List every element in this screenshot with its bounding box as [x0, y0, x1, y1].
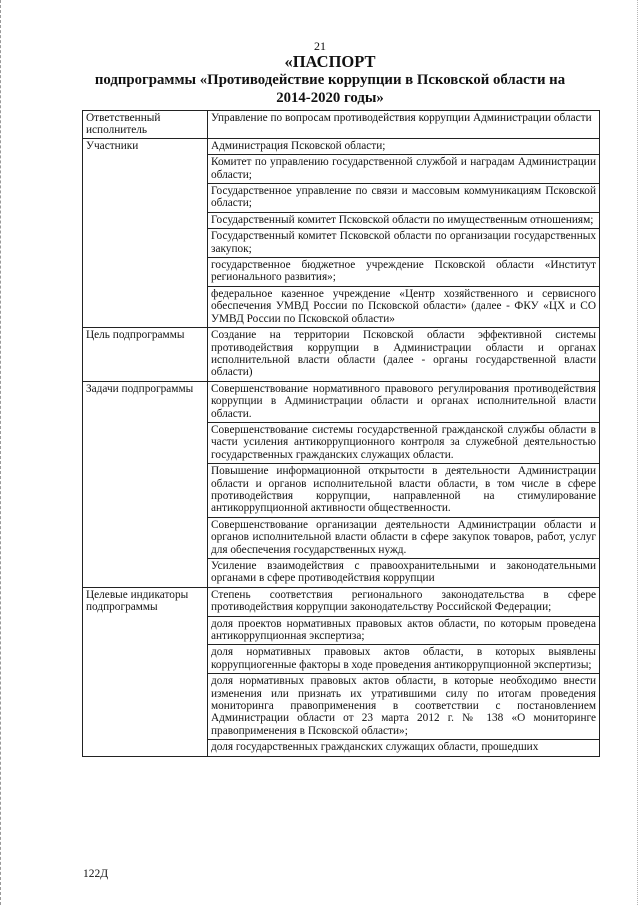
row-value	[208, 138, 600, 327]
row-entry: Комитет по управлению государственной службой и наградам Администрации области;	[208, 155, 599, 184]
row-entry: государственное бюджетное учреждение Псковской области «Институт регионального развития»;	[208, 258, 599, 287]
row-value	[208, 111, 600, 139]
row-entry: Государственный комитет Псковской области по организации государственных закупок;	[208, 229, 599, 258]
title-heading: «ПАСПОРТ	[284, 52, 376, 71]
scan-edge-right	[634, 0, 638, 905]
title-line-3: 2014-2020 годы»	[276, 90, 384, 106]
row-label: Целевые индикаторы подпрограммы	[83, 587, 208, 756]
passport-row	[83, 328, 600, 382]
row-entry: Совершенствование системы государственной гражданской службы области в части усиления антикоррупционного контроля за служебной деятельностью государственных гражданских служащих области.	[208, 423, 599, 464]
passport-row	[83, 138, 600, 327]
document-title	[60, 53, 600, 107]
row-entry: федеральное казенное учреждение «Центр хозяйственного и сервисного обеспечения УМВД России по Псковской области» (далее - ФКУ «ЦХ и СО УМВД России по Псковской области»	[211, 287, 596, 325]
passport-row	[83, 381, 600, 587]
row-label: Цель подпрограммы	[83, 328, 208, 382]
passport-row	[83, 111, 600, 139]
row-label: Ответственный исполнитель	[83, 111, 208, 139]
passport-table	[82, 110, 600, 757]
row-entry: Государственный комитет Псковской области по имущественным отношениям;	[208, 213, 599, 229]
scan-edge-left	[0, 0, 4, 905]
row-entry: доля государственных гражданских служащих области, прошедших	[211, 741, 539, 754]
row-entry: доля нормативных правовых актов области, в которые необходимо внести изменения или признать их утратившими силу по итогам проведения мониторинга правоприменения в соответствии с постановлением Администрации области от 23 марта 2012 г. № 138 «О мониторинге правоприменения в Псковской области»;	[208, 674, 599, 740]
row-entry: Администрация Псковской области;	[208, 139, 599, 155]
row-value	[208, 587, 600, 756]
row-entry: Совершенствование нормативного правового регулирования противодействия коррупции в Администрации области и органах исполнительной власти области.	[208, 382, 599, 423]
page-number: 21	[314, 39, 326, 53]
row-entry: Усиление взаимодействия с правоохранительными и законодательными органами в сфере противодействия коррупции	[211, 560, 596, 585]
row-entry: Государственное управление по связи и массовым коммуникациям Псковской области;	[208, 184, 599, 213]
row-value	[208, 381, 600, 587]
row-entry: доля нормативных правовых актов области, в которых выявлены коррупциогенные факторы в ходе проведения антикоррупционной экспертизы;	[208, 645, 599, 674]
row-entry: Повышение информационной открытости в деятельности Администрации области и органов исполнительной власти области, в том числе в сфере противодействия коррупции, направленной на стимулирование антикоррупционной активности общественности.	[208, 464, 599, 518]
title-line-2: подпрограммы «Противодействие коррупции в Псковской области на	[94, 72, 566, 88]
row-label: Задачи подпрограммы	[83, 381, 208, 587]
row-entry: Степень соответствия регионального законодательства в сфере противодействия коррупции законодательству Российской Федерации;	[208, 588, 599, 617]
row-label: Участники	[83, 138, 208, 327]
footer-code: 122Д	[83, 868, 109, 880]
row-entry: Создание на территории Псковской области эффективной системы противодействия коррупции в Администрации области и органах исполнительной власти области (далее - органы государственной власти области)	[211, 329, 596, 379]
passport-row	[83, 587, 600, 756]
row-entry: доля проектов нормативных правовых актов области, по которым проведена антикоррупционная экспертиза;	[208, 617, 599, 646]
row-entry: Совершенствование организации деятельности Администрации области и органов исполнительной власти области в сфере закупок товаров, работ, услуг для обеспечения государственных нужд.	[208, 518, 599, 559]
row-entry: Управление по вопросам противодействия коррупции Администрации области	[211, 112, 592, 124]
row-value	[208, 328, 600, 382]
